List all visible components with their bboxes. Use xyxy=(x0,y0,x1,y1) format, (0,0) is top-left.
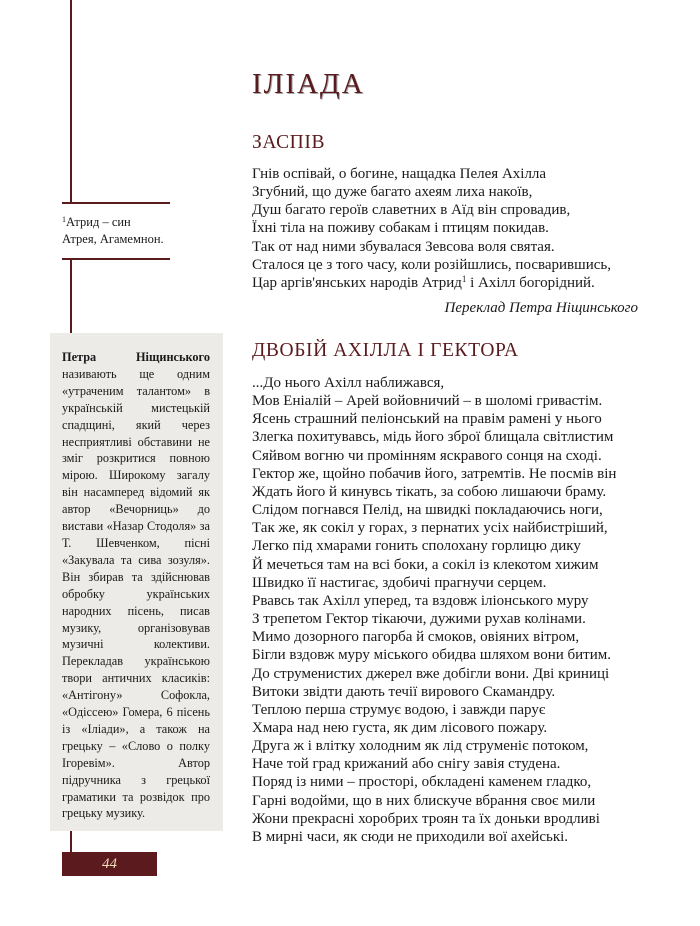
bio-text xyxy=(62,349,210,822)
bio-body: називають ще одним «утраченим талантом» в українській мистецькій спадщині, який через несприятливі обставини не зміг розкритися повною мірою. Широкому загалу він насамперед відомий як автор «Вечорниць» до вистави «Назар Стодоля» за Т. Шевченком, пісні «Закувала та сива зозуля». Він збирав та здійснював обробку українських народних пісень, писав музику, організовував музичні колективи. Перекладав українською твори античних класиків: «Антігону» Софокла, «Одіссею» Гомера, 6 пісень із «Іліади», а також на грецьку – «Слово о полку Ігоревім». Автор підручника з грецької граматики та розвідок про грецьку музику. xyxy=(62,366,210,821)
margin-rule-middle xyxy=(70,258,72,333)
poem-zaspiv xyxy=(252,165,647,292)
poem-line: Злегка похитувавсь, мідь його зброї блищала світлистим xyxy=(252,429,614,446)
poem-line: Сталося це з того часу, коли розійшлись, посварившись, xyxy=(252,256,611,273)
section-heading-zaspiv: ЗАСПІВ xyxy=(252,132,326,153)
margin-rule-top xyxy=(70,0,72,203)
poem-line: До струменистих джерел вже добігли вони. Дві криниці xyxy=(252,665,610,682)
poem-line: ...До нього Ахілл наближався, xyxy=(252,375,445,391)
poem-line: Душ багато героїв славетних в Аїд він спровадив, xyxy=(252,202,571,219)
footnote xyxy=(62,211,168,248)
poem-line: Теплою перша струмує водою, і завжди парує xyxy=(252,701,546,718)
footnote-rule-bottom xyxy=(62,258,170,260)
poem-line: В мирні часи, як сюди не приходили вої ахейські. xyxy=(252,828,569,845)
poem-line: Бігли вздовж муру міського обидва шляхом вони битим. xyxy=(252,647,611,664)
poem-line: Поряд із ними – просторі, обкладені каменем гладко, xyxy=(252,774,592,791)
poem-line: Ждать його й кинувсь тікать, за собою лишаючи браму. xyxy=(252,483,607,500)
poem-line: Так от над ними збувалася Зевсова воля святая. xyxy=(252,238,555,255)
poem-line: Їхні тіла на поживу собакам і птицям покидав. xyxy=(252,220,549,237)
poem-line: Хмара над нею густа, як дим лісового пожару. xyxy=(252,719,548,736)
bio-name: Петра Ніщинського xyxy=(62,350,210,364)
section-heading-duel: ДВОБІЙ АХІЛЛА І ГЕКТОРА xyxy=(252,340,519,361)
poem-line: Витоки звідти дають течії вирового Скамандру. xyxy=(252,683,556,700)
poem-line-last xyxy=(252,274,647,292)
poem-line: Жони прекрасні хоробрих троян та їх доньки вродливі xyxy=(252,810,600,827)
poem-line: Рвавсь так Ахілл уперед, та вздовж іліонського муру xyxy=(252,592,589,609)
poem-line: Мимо дозорного пагорба й смоков, овіяних вітром, xyxy=(252,629,580,646)
poem-line: Легко під хмарами гонить сполохану горлицю дику xyxy=(252,538,581,555)
footnote-rule-top xyxy=(62,202,170,204)
page-title: ІЛІАДА xyxy=(252,68,365,100)
poem-line-end: і Ахілл богорідний. xyxy=(466,274,595,291)
footnote-marker: 1 xyxy=(62,215,66,224)
poem-line: Гарні водойми, що в них блискуче вбрання своє мили xyxy=(252,792,596,809)
translation-credit: Переклад Петра Ніщинського xyxy=(444,300,638,316)
page-number: 44 xyxy=(62,852,157,876)
poem-line: Друга ж і влітку холодним як лід струменіє потоком, xyxy=(252,738,589,755)
poem-duel xyxy=(252,374,647,846)
poem-line: Згубний, що дуже багато ахеям лиха накоїв, xyxy=(252,184,533,201)
poem-line: Швидко її настигає, здобичі прагнучи серцем. xyxy=(252,574,547,591)
poem-line: Ясень страшний пеліонський на правім рамені у нього xyxy=(252,411,602,428)
poem-line: Гнів оспівай, о богине, нащадка Пелея Ахілла xyxy=(252,166,547,182)
poem-line: Наче той град крижаний або снігу завія студена. xyxy=(252,756,561,773)
poem-line: Мов Еніалій – Арей войовничий – в шоломі гривастім. xyxy=(252,393,603,410)
poem-line-start: Цар аргів'янських народів Атрид xyxy=(252,274,462,291)
poem-line: Гектор же, щойно побачив його, затремтів. Не посмів він xyxy=(252,465,617,482)
poem-line: З трепетом Гектор тікаючи, дужими рухав колінами. xyxy=(252,611,586,628)
poem-line: Так же, як сокіл у горах, з пернатих усіх найбистріший, xyxy=(252,520,608,537)
margin-rule-bottom xyxy=(70,831,72,853)
footnote-ref-marker: 1 xyxy=(461,273,467,284)
footnote-text: Атрид – син Атрея, Агамемнон. xyxy=(62,215,164,246)
poem-line: Й мечеться там на всі боки, а сокіл із клекотом хижим xyxy=(252,556,599,573)
poem-line: Сяйвом вогню чи промінням яскравого сонця на сході. xyxy=(252,447,602,464)
poem-line: Слідом погнався Пелід, на швидкі покладаючись ноги, xyxy=(252,502,603,519)
